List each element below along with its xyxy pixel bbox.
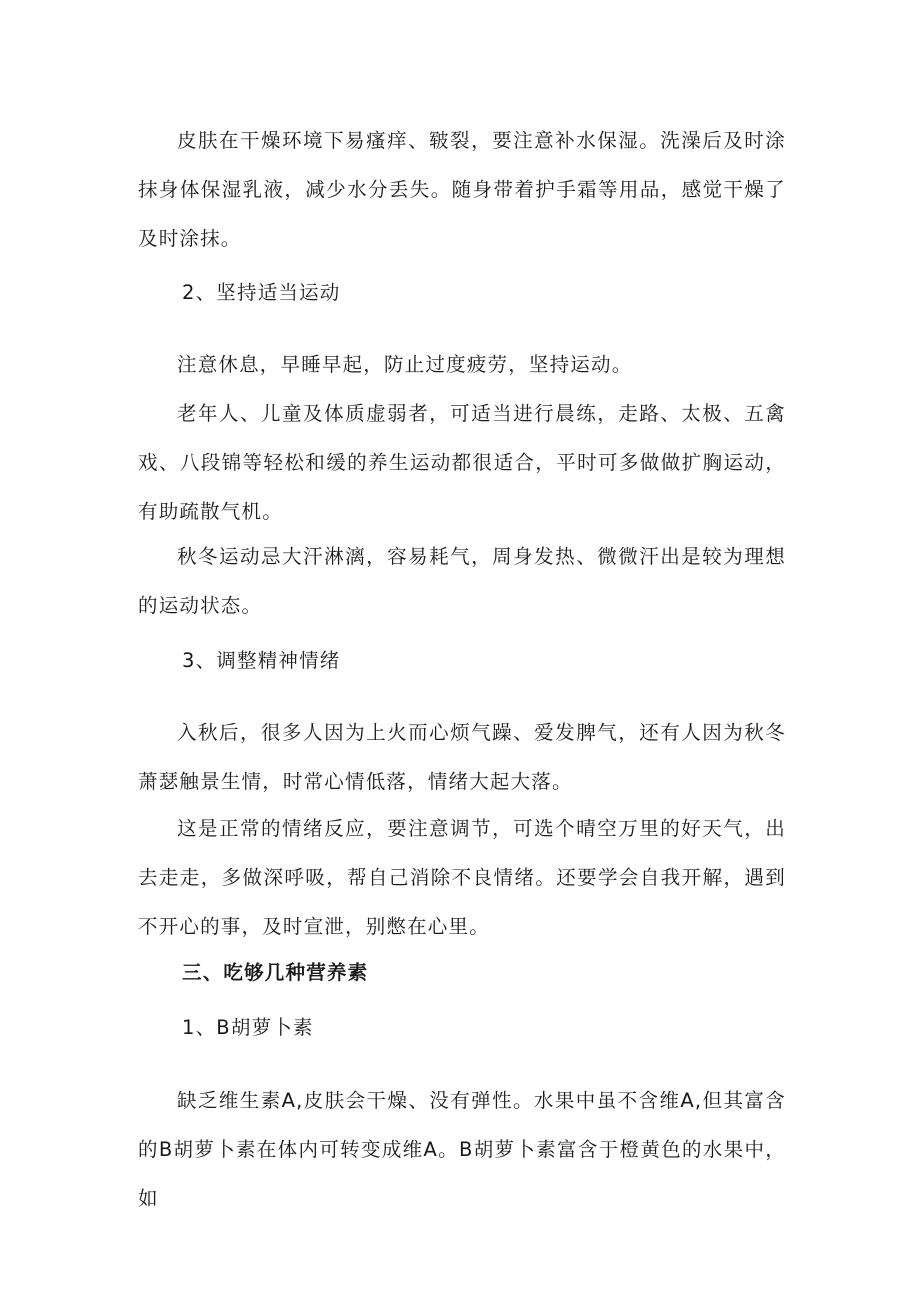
paragraph-vitamin-a: 缺乏维生素A,皮肤会干燥、没有弹性。水果中虽不含维A,但其富含的B胡萝卜素在体内可转变成维A。B胡萝卜素富含于橙黄色的水果中，如 [138, 1089, 786, 1210]
paragraph-skin-moisture: 皮肤在干燥环境下易瘙痒、皲裂，要注意补水保湿。洗澡后及时涂抹身体保湿乳液，减少水分丢失。随身带着护手霜等用品，感觉干燥了及时涂抹。 [138, 129, 786, 250]
paragraph-elderly-exercise: 老年人、儿童及体质虚弱者，可适当进行晨练，走路、太极、五禽戏、八段锦等轻松和缓的养生运动都很适合，平时可多做做扩胸运动，有助疏散气机。 [138, 402, 786, 523]
heading-nutrients: 三、吃够几种营养素 [182, 961, 369, 984]
paragraph-avoid-sweating: 秋冬运动忌大汗淋漓，容易耗气，周身发热、微微汗出是较为理想的运动状态。 [138, 545, 786, 617]
heading-exercise: 2、坚持适当运动 [182, 281, 341, 304]
paragraph-rest: 注意休息，早睡早起，防止过度疲劳，坚持运动。 [177, 353, 633, 376]
heading-emotions: 3、调整精神情绪 [182, 649, 341, 672]
paragraph-emotion-regulation: 这是正常的情绪反应，要注意调节，可选个晴空万里的好天气，出去走走，多做深呼吸，帮自己消除不良情绪。还要学会自我开解，遇到不开心的事，及时宣泄，别憋在心里。 [138, 817, 786, 938]
heading-beta-carotene: 1、B胡萝卜素 [182, 1016, 314, 1039]
paragraph-autumn-mood: 入秋后，很多人因为上火而心烦气躁、爱发脾气，还有人因为秋冬萧瑟触景生情，时常心情低落，情绪大起大落。 [138, 721, 786, 793]
